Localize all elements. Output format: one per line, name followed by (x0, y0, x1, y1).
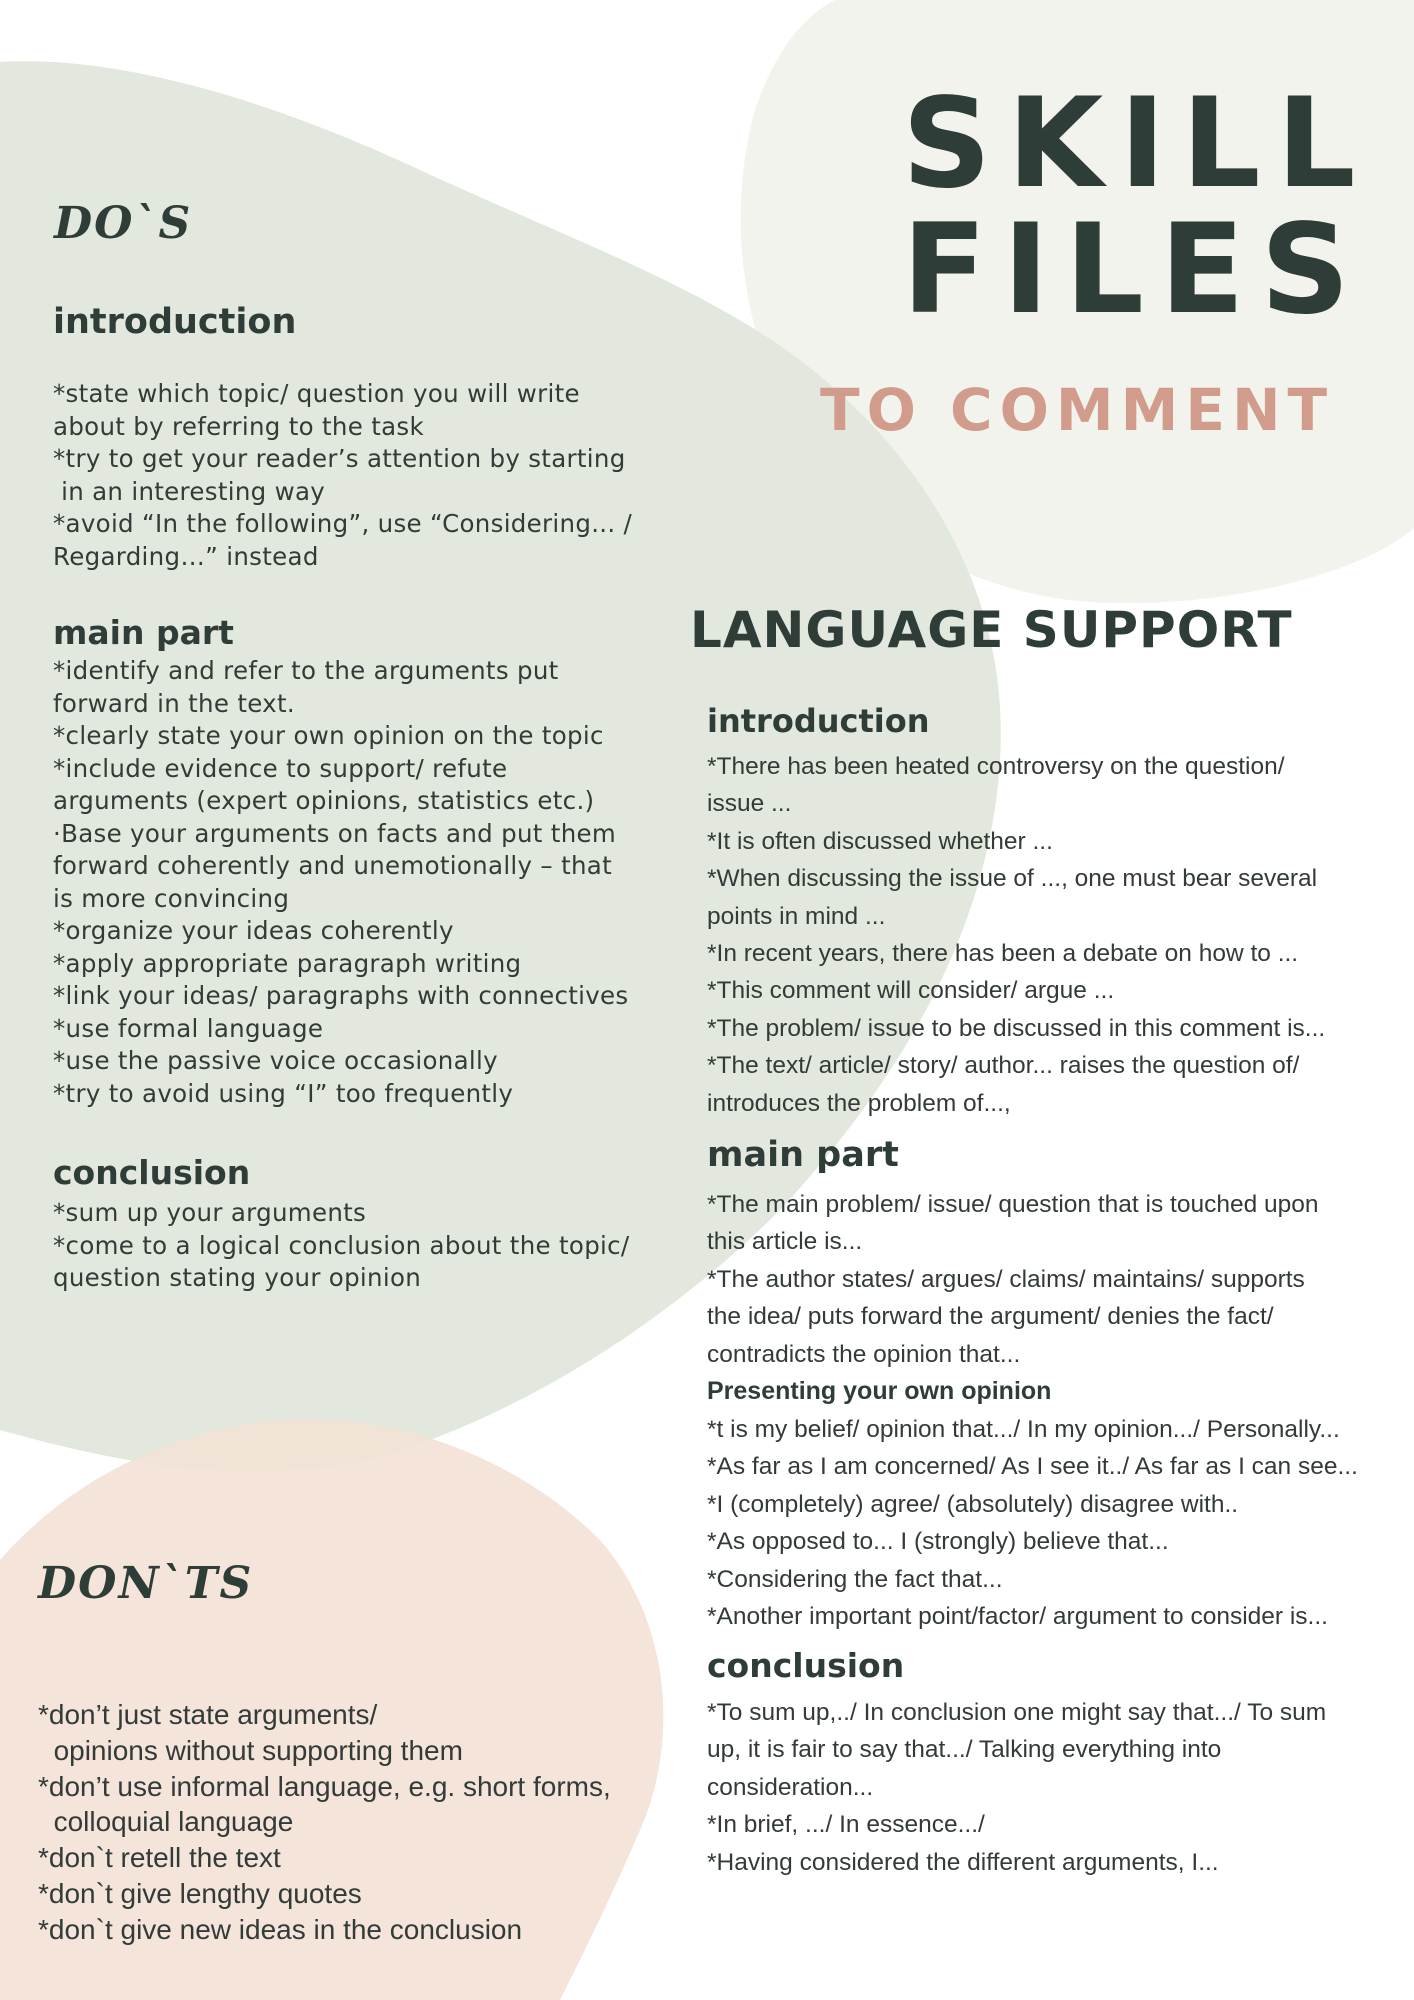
list-item: *Considering the fact that... (707, 1565, 1003, 1593)
list-item: *I (completely) agree/ (absolutely) disagree with.. (707, 1490, 1239, 1518)
donts-list (38, 1697, 611, 1948)
list-item: *There has been heated controversy on the question/ (707, 753, 1285, 780)
ls-opinion-list (707, 1411, 1358, 1635)
list-item: *The problem/ issue to be discussed in this comment is... (707, 1014, 1326, 1042)
dos-introduction-heading: introduction (53, 302, 297, 342)
list-item: *The main problem/ issue/ question that is touched upon (707, 1191, 1319, 1218)
list-item: *come to a logical conclusion about the topic/ (53, 1230, 630, 1260)
list-item: *As far as I am concerned/ As I see it../ As far as I can see... (707, 1453, 1358, 1481)
list-item: *use formal language (53, 1013, 324, 1043)
list-item: consideration... (707, 1773, 874, 1801)
list-item: *In brief, .../ In essence.../ (707, 1811, 985, 1839)
list-item: *don`t give new ideas in the conclusion (38, 1913, 523, 1945)
list-item: *It is often discussed whether ... (707, 827, 1053, 855)
ls-conclusion-heading: conclusion (707, 1646, 905, 1685)
list-item: *t is my belief/ opinion that.../ In my opinion.../ Personally... (707, 1416, 1340, 1443)
list-item: this article is... (707, 1228, 863, 1256)
list-item: *identify and refer to the arguments put (53, 656, 559, 685)
list-item: *Having considered the different arguments, I... (707, 1848, 1219, 1876)
ls-introduction-heading: introduction (707, 702, 930, 740)
list-item: *To sum up,../ In conclusion one might say that.../ To sum (707, 1699, 1327, 1726)
ls-main-part-list (707, 1186, 1319, 1373)
list-item: *link your ideas/ paragraphs with connectives (53, 981, 629, 1010)
list-item: *don`t retell the text (38, 1842, 281, 1874)
dos-main-part-heading: main part (53, 613, 234, 652)
list-item: *The text/ article/ story/ author... raises the question of/ (707, 1052, 1300, 1080)
list-item: *Another important point/factor/ argument to consider is... (707, 1603, 1328, 1631)
list-item: *state which topic/ question you will write (53, 379, 580, 408)
list-item: *don’t just state arguments/ (38, 1699, 378, 1730)
list-item: Regarding…” instead (53, 541, 319, 571)
list-item: introduces the problem of..., (707, 1089, 1011, 1117)
list-item: contradicts the opinion that... (707, 1340, 1021, 1368)
list-item: *As opposed to... I (strongly) believe that... (707, 1528, 1169, 1556)
list-item: *The author states/ argues/ claims/ maintains/ supports (707, 1265, 1305, 1293)
list-item: *When discussing the issue of ..., one must bear several (707, 865, 1318, 893)
ls-opinion-subheading: Presenting your own opinion (707, 1377, 1052, 1405)
list-item: *This comment will consider/ argue ... (707, 977, 1115, 1005)
list-item: issue ... (707, 790, 792, 818)
list-item: colloquial language (38, 1806, 294, 1838)
list-item: *use the passive voice occasionally (53, 1046, 498, 1075)
list-item: ·Base your arguments on facts and put them (53, 818, 617, 848)
list-item: *try to get your reader’s attention by starting (53, 444, 626, 473)
language-support-heading: LANGUAGE SUPPORT (690, 601, 1293, 659)
dos-conclusion-list (53, 1197, 629, 1295)
list-item: *organize your ideas coherently (53, 916, 454, 945)
ls-introduction-list (707, 748, 1325, 1122)
list-item: *don`t give lengthy quotes (38, 1877, 362, 1909)
title-skill: SKILL (902, 72, 1372, 216)
list-item: question stating your opinion (53, 1263, 422, 1292)
ls-main-part-heading: main part (707, 1135, 899, 1175)
list-item: *apply appropriate paragraph writing (53, 948, 522, 978)
list-item: points in mind ... (707, 902, 886, 930)
list-item: *try to avoid using “I” too frequently (53, 1078, 514, 1108)
title-files: FILES (902, 198, 1366, 342)
list-item: is more convincing (53, 883, 290, 913)
list-item: *sum up your arguments (53, 1198, 367, 1227)
dos-main-part-list (53, 655, 629, 1110)
list-item: arguments (expert opinions, statistics etc.) (53, 786, 595, 815)
list-item: in an interesting way (53, 476, 326, 506)
dos-heading: DO`S (54, 198, 193, 249)
list-item: up, it is fair to say that.../ Talking everything into (707, 1736, 1222, 1764)
list-item: opinions without supporting them (38, 1734, 463, 1766)
list-item: *include evidence to support/ refute (53, 753, 508, 783)
dos-introduction-list (53, 378, 632, 573)
donts-heading: DON`TS (38, 1558, 254, 1609)
list-item: forward coherently and unemotionally – that (53, 851, 613, 880)
list-item: *avoid “In the following”, use “Considering... / (53, 509, 633, 538)
list-item: the idea/ puts forward the argument/ denies the fact/ (707, 1303, 1274, 1331)
list-item: about by referring to the task (53, 411, 424, 441)
list-item: forward in the text. (53, 688, 295, 718)
list-item: *In recent years, there has been a debate on how to ... (707, 940, 1299, 968)
list-item: *don’t use informal language, e.g. short forms, (38, 1770, 611, 1802)
subtitle-to-comment: TO COMMENT (820, 376, 1335, 444)
list-item: *clearly state your own opinion on the topic (53, 721, 604, 750)
ls-conclusion-list (707, 1694, 1326, 1881)
dos-conclusion-heading: conclusion (53, 1153, 251, 1192)
